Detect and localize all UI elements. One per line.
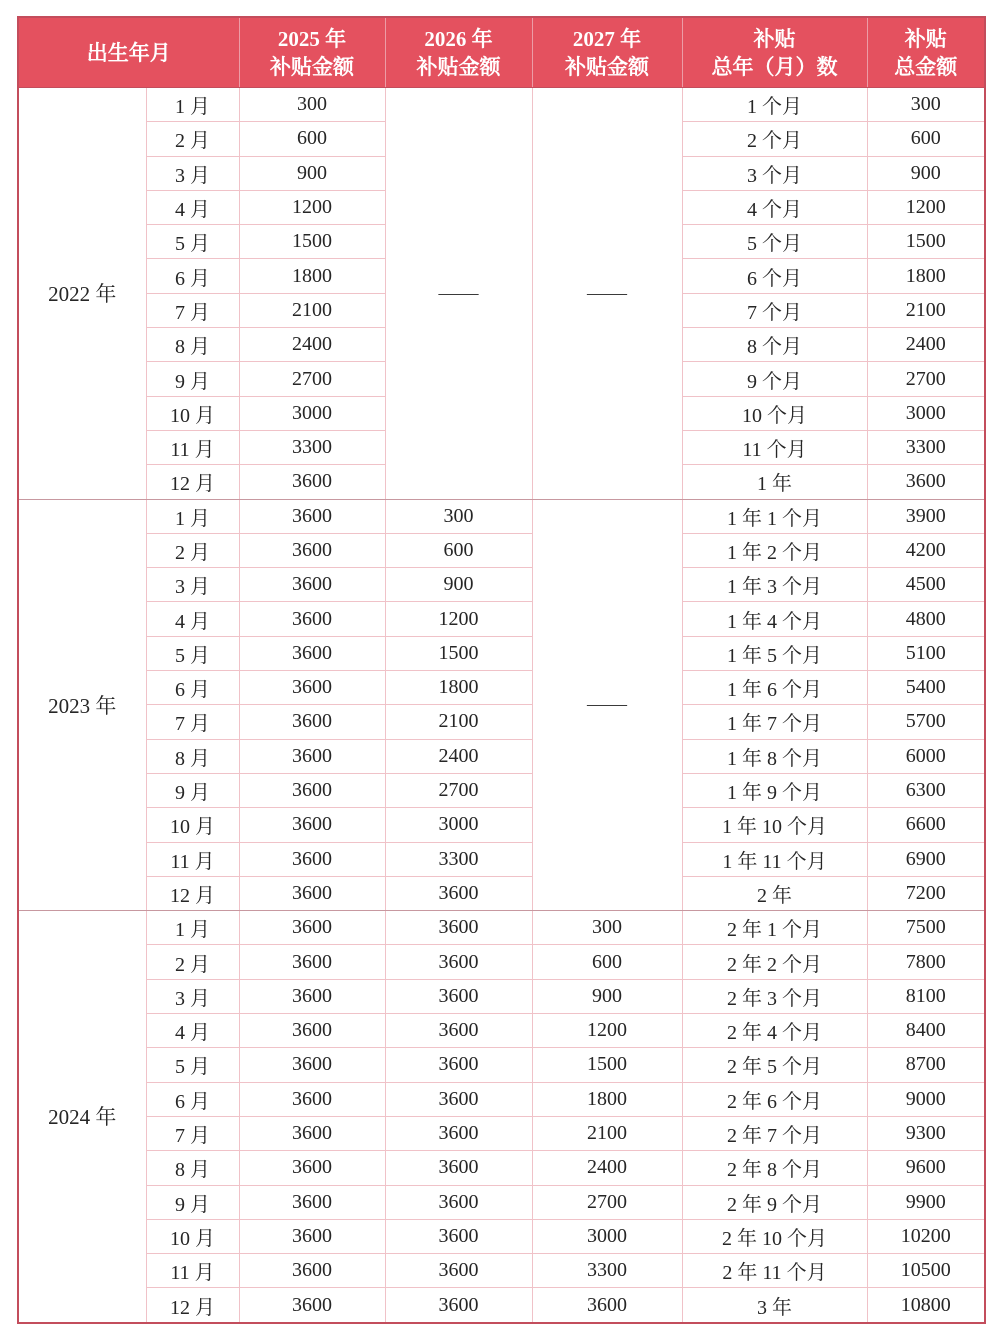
table-row bbox=[18, 1082, 985, 1116]
header-2026-line1: 2026 年 bbox=[424, 26, 493, 51]
total-amount-cell: 300 bbox=[867, 88, 985, 122]
amount-2025-cell: 3600 bbox=[239, 979, 385, 1013]
table-row bbox=[18, 1185, 985, 1219]
header-2026-line2: 补贴金额 bbox=[416, 54, 501, 79]
total-amount-cell: 6600 bbox=[867, 808, 985, 842]
birth-month-cell: 9 月 bbox=[146, 362, 239, 396]
total-amount-cell: 8700 bbox=[867, 1048, 985, 1082]
amount-2025-cell: 3600 bbox=[239, 945, 385, 979]
amount-2026-merged-dash-cell: —— bbox=[385, 88, 532, 500]
amount-2025-cell: 3600 bbox=[239, 876, 385, 910]
amount-2025-cell: 3600 bbox=[239, 1116, 385, 1150]
total-amount-cell: 600 bbox=[867, 122, 985, 156]
table-row bbox=[18, 1014, 985, 1048]
amount-2027-cell: 3000 bbox=[532, 1219, 682, 1253]
amount-2025-cell: 3600 bbox=[239, 499, 385, 533]
table-row bbox=[18, 1116, 985, 1150]
total-duration-cell: 2 年 3 个月 bbox=[682, 979, 867, 1013]
total-amount-cell: 6000 bbox=[867, 739, 985, 773]
amount-2027-cell: 2400 bbox=[532, 1151, 682, 1185]
amount-2025-cell: 1800 bbox=[239, 259, 385, 293]
amount-2025-cell: 300 bbox=[239, 88, 385, 122]
total-duration-cell: 10 个月 bbox=[682, 396, 867, 430]
birth-month-cell: 11 月 bbox=[146, 1254, 239, 1288]
total-duration-cell: 2 年 5 个月 bbox=[682, 1048, 867, 1082]
table-row bbox=[18, 602, 985, 636]
table-row bbox=[18, 911, 985, 945]
total-duration-cell: 9 个月 bbox=[682, 362, 867, 396]
amount-2027-cell: 300 bbox=[532, 911, 682, 945]
total-duration-cell: 1 年 2 个月 bbox=[682, 533, 867, 567]
amount-2025-cell: 3600 bbox=[239, 1048, 385, 1082]
amount-2025-cell: 900 bbox=[239, 156, 385, 190]
total-amount-cell: 3600 bbox=[867, 465, 985, 499]
amount-2026-cell: 300 bbox=[385, 499, 532, 533]
header-2027-amount bbox=[532, 17, 682, 88]
total-duration-cell: 2 年 9 个月 bbox=[682, 1185, 867, 1219]
header-total-duration bbox=[682, 17, 867, 88]
total-duration-cell: 1 年 8 个月 bbox=[682, 739, 867, 773]
birth-month-cell: 8 月 bbox=[146, 1151, 239, 1185]
birth-month-cell: 12 月 bbox=[146, 1288, 239, 1323]
birth-month-cell: 10 月 bbox=[146, 1219, 239, 1253]
amount-2027-cell: 900 bbox=[532, 979, 682, 1013]
birth-month-cell: 6 月 bbox=[146, 259, 239, 293]
amount-2025-cell: 3600 bbox=[239, 602, 385, 636]
amount-2026-cell: 900 bbox=[385, 568, 532, 602]
total-duration-cell: 1 年 7 个月 bbox=[682, 705, 867, 739]
amount-2025-cell: 3600 bbox=[239, 705, 385, 739]
amount-2025-cell: 3600 bbox=[239, 1219, 385, 1253]
birth-month-cell: 6 月 bbox=[146, 671, 239, 705]
amount-2025-cell: 3600 bbox=[239, 533, 385, 567]
total-duration-cell: 2 年 4 个月 bbox=[682, 1014, 867, 1048]
birth-month-cell: 9 月 bbox=[146, 1185, 239, 1219]
table-row bbox=[18, 88, 985, 122]
total-amount-cell: 3900 bbox=[867, 499, 985, 533]
header-total-duration-line1: 补贴 bbox=[753, 26, 796, 51]
total-amount-cell: 5100 bbox=[867, 636, 985, 670]
total-amount-cell: 9000 bbox=[867, 1082, 985, 1116]
table-body bbox=[18, 88, 985, 1323]
total-amount-cell: 2100 bbox=[867, 293, 985, 327]
birth-month-cell: 1 月 bbox=[146, 499, 239, 533]
birth-month-cell: 2 月 bbox=[146, 533, 239, 567]
total-duration-cell: 2 年 10 个月 bbox=[682, 1219, 867, 1253]
total-duration-cell: 1 年 bbox=[682, 465, 867, 499]
amount-2026-cell: 3300 bbox=[385, 842, 532, 876]
amount-2026-cell: 3600 bbox=[385, 1219, 532, 1253]
amount-2025-cell: 600 bbox=[239, 122, 385, 156]
total-duration-cell: 2 年 11 个月 bbox=[682, 1254, 867, 1288]
amount-2026-cell: 3600 bbox=[385, 876, 532, 910]
birth-month-cell: 8 月 bbox=[146, 739, 239, 773]
amount-2027-cell: 1800 bbox=[532, 1082, 682, 1116]
total-duration-cell: 2 年 bbox=[682, 876, 867, 910]
total-amount-cell: 8100 bbox=[867, 979, 985, 1013]
table-row bbox=[18, 876, 985, 910]
header-2027-line1: 2027 年 bbox=[572, 26, 642, 51]
total-amount-cell: 4200 bbox=[867, 533, 985, 567]
amount-2027-cell: 1200 bbox=[532, 1014, 682, 1048]
total-duration-cell: 4 个月 bbox=[682, 190, 867, 224]
amount-2025-cell: 3600 bbox=[239, 1014, 385, 1048]
amount-2026-cell: 3600 bbox=[385, 1254, 532, 1288]
amount-2025-cell: 3600 bbox=[239, 773, 385, 807]
table-row bbox=[18, 636, 985, 670]
birth-year-cell: 2023 年 bbox=[18, 499, 146, 911]
total-duration-cell: 1 年 4 个月 bbox=[682, 602, 867, 636]
total-duration-cell: 1 年 3 个月 bbox=[682, 568, 867, 602]
table-row bbox=[18, 945, 985, 979]
amount-2027-merged-dash-cell: —— bbox=[532, 88, 682, 500]
table-row bbox=[18, 1048, 985, 1082]
table-row bbox=[18, 671, 985, 705]
amount-2027-cell: 3300 bbox=[532, 1254, 682, 1288]
birth-month-cell: 10 月 bbox=[146, 808, 239, 842]
subsidy-table bbox=[17, 16, 986, 1324]
birth-month-cell: 3 月 bbox=[146, 979, 239, 1013]
total-amount-cell: 4800 bbox=[867, 602, 985, 636]
birth-month-cell: 4 月 bbox=[146, 602, 239, 636]
table-row bbox=[18, 1254, 985, 1288]
total-amount-cell: 6900 bbox=[867, 842, 985, 876]
header-birth-date-label: 出生年月 bbox=[86, 40, 171, 65]
birth-month-cell: 10 月 bbox=[146, 396, 239, 430]
amount-2025-cell: 3600 bbox=[239, 911, 385, 945]
total-amount-cell: 10200 bbox=[867, 1219, 985, 1253]
header-2026-amount bbox=[385, 17, 532, 88]
total-duration-cell: 1 年 9 个月 bbox=[682, 773, 867, 807]
total-amount-cell: 9300 bbox=[867, 1116, 985, 1150]
amount-2027-cell: 2100 bbox=[532, 1116, 682, 1150]
total-amount-cell: 1800 bbox=[867, 259, 985, 293]
table-header bbox=[18, 17, 985, 88]
table-row bbox=[18, 1219, 985, 1253]
total-amount-cell: 3300 bbox=[867, 430, 985, 464]
amount-2027-merged-dash-cell: —— bbox=[532, 499, 682, 911]
total-duration-cell: 1 年 6 个月 bbox=[682, 671, 867, 705]
amount-2026-cell: 3600 bbox=[385, 1151, 532, 1185]
total-duration-cell: 2 个月 bbox=[682, 122, 867, 156]
amount-2025-cell: 1200 bbox=[239, 190, 385, 224]
amount-2025-cell: 3600 bbox=[239, 636, 385, 670]
amount-2026-cell: 3000 bbox=[385, 808, 532, 842]
table-row bbox=[18, 568, 985, 602]
amount-2026-cell: 3600 bbox=[385, 1185, 532, 1219]
amount-2026-cell: 3600 bbox=[385, 979, 532, 1013]
birth-month-cell: 8 月 bbox=[146, 328, 239, 362]
amount-2025-cell: 3600 bbox=[239, 1185, 385, 1219]
total-duration-cell: 3 年 bbox=[682, 1288, 867, 1323]
total-amount-cell: 9900 bbox=[867, 1185, 985, 1219]
amount-2025-cell: 3600 bbox=[239, 1151, 385, 1185]
table-row bbox=[18, 705, 985, 739]
birth-month-cell: 3 月 bbox=[146, 156, 239, 190]
amount-2026-cell: 2400 bbox=[385, 739, 532, 773]
amount-2025-cell: 3600 bbox=[239, 808, 385, 842]
birth-month-cell: 4 月 bbox=[146, 190, 239, 224]
birth-month-cell: 9 月 bbox=[146, 773, 239, 807]
birth-month-cell: 7 月 bbox=[146, 705, 239, 739]
amount-2025-cell: 3300 bbox=[239, 430, 385, 464]
amount-2025-cell: 3600 bbox=[239, 739, 385, 773]
birth-month-cell: 12 月 bbox=[146, 876, 239, 910]
amount-2026-cell: 2100 bbox=[385, 705, 532, 739]
amount-2026-cell: 1800 bbox=[385, 671, 532, 705]
amount-2025-cell: 3600 bbox=[239, 465, 385, 499]
total-duration-cell: 2 年 1 个月 bbox=[682, 911, 867, 945]
amount-2027-cell: 1500 bbox=[532, 1048, 682, 1082]
total-amount-cell: 6300 bbox=[867, 773, 985, 807]
total-duration-cell: 2 年 2 个月 bbox=[682, 945, 867, 979]
amount-2025-cell: 2100 bbox=[239, 293, 385, 327]
header-row bbox=[18, 17, 985, 88]
amount-2025-cell: 2700 bbox=[239, 362, 385, 396]
total-amount-cell: 7200 bbox=[867, 876, 985, 910]
amount-2025-cell: 3600 bbox=[239, 1254, 385, 1288]
amount-2026-cell: 3600 bbox=[385, 1116, 532, 1150]
amount-2026-cell: 3600 bbox=[385, 945, 532, 979]
amount-2025-cell: 2400 bbox=[239, 328, 385, 362]
birth-month-cell: 11 月 bbox=[146, 430, 239, 464]
birth-month-cell: 1 月 bbox=[146, 911, 239, 945]
amount-2025-cell: 3600 bbox=[239, 1082, 385, 1116]
birth-month-cell: 3 月 bbox=[146, 568, 239, 602]
total-duration-cell: 1 年 5 个月 bbox=[682, 636, 867, 670]
amount-2026-cell: 1500 bbox=[385, 636, 532, 670]
birth-month-cell: 7 月 bbox=[146, 293, 239, 327]
total-amount-cell: 2700 bbox=[867, 362, 985, 396]
birth-month-cell: 7 月 bbox=[146, 1116, 239, 1150]
total-duration-cell: 2 年 8 个月 bbox=[682, 1151, 867, 1185]
table-row bbox=[18, 842, 985, 876]
total-duration-cell: 1 年 11 个月 bbox=[682, 842, 867, 876]
header-total-amount-line1: 补贴 bbox=[904, 26, 947, 51]
total-duration-cell: 7 个月 bbox=[682, 293, 867, 327]
birth-month-cell: 2 月 bbox=[146, 122, 239, 156]
total-duration-cell: 1 个月 bbox=[682, 88, 867, 122]
total-amount-cell: 2400 bbox=[867, 328, 985, 362]
amount-2027-cell: 3600 bbox=[532, 1288, 682, 1323]
total-amount-cell: 8400 bbox=[867, 1014, 985, 1048]
birth-month-cell: 5 月 bbox=[146, 1048, 239, 1082]
table-row bbox=[18, 773, 985, 807]
total-duration-cell: 1 年 10 个月 bbox=[682, 808, 867, 842]
birth-month-cell: 6 月 bbox=[146, 1082, 239, 1116]
amount-2026-cell: 3600 bbox=[385, 1014, 532, 1048]
table-row bbox=[18, 499, 985, 533]
header-total-duration-line2: 总年（月）数 bbox=[711, 54, 838, 79]
total-duration-cell: 2 年 7 个月 bbox=[682, 1116, 867, 1150]
amount-2025-cell: 3600 bbox=[239, 568, 385, 602]
birth-month-cell: 1 月 bbox=[146, 88, 239, 122]
birth-month-cell: 5 月 bbox=[146, 636, 239, 670]
amount-2025-cell: 3600 bbox=[239, 671, 385, 705]
amount-2026-cell: 3600 bbox=[385, 1288, 532, 1323]
total-duration-cell: 11 个月 bbox=[682, 430, 867, 464]
header-2025-amount bbox=[239, 17, 385, 88]
table-row bbox=[18, 979, 985, 1013]
amount-2027-cell: 600 bbox=[532, 945, 682, 979]
total-amount-cell: 10800 bbox=[867, 1288, 985, 1323]
total-amount-cell: 7500 bbox=[867, 911, 985, 945]
amount-2026-cell: 3600 bbox=[385, 1048, 532, 1082]
total-duration-cell: 8 个月 bbox=[682, 328, 867, 362]
birth-month-cell: 11 月 bbox=[146, 842, 239, 876]
total-amount-cell: 7800 bbox=[867, 945, 985, 979]
header-2025-line1: 2025 年 bbox=[277, 26, 347, 51]
amount-2025-cell: 3600 bbox=[239, 1288, 385, 1323]
header-total-amount-line2: 总金额 bbox=[894, 54, 958, 79]
birth-month-cell: 5 月 bbox=[146, 225, 239, 259]
amount-2026-cell: 2700 bbox=[385, 773, 532, 807]
amount-2025-cell: 1500 bbox=[239, 225, 385, 259]
table-row bbox=[18, 739, 985, 773]
amount-2027-cell: 2700 bbox=[532, 1185, 682, 1219]
total-amount-cell: 9600 bbox=[867, 1151, 985, 1185]
table-row bbox=[18, 533, 985, 567]
header-2027-line2: 补贴金额 bbox=[565, 54, 649, 79]
birth-month-cell: 12 月 bbox=[146, 465, 239, 499]
total-duration-cell: 1 年 1 个月 bbox=[682, 499, 867, 533]
header-total-amount bbox=[867, 17, 985, 88]
table-row bbox=[18, 1288, 985, 1323]
birth-year-cell: 2024 年 bbox=[18, 911, 146, 1323]
amount-2026-cell: 3600 bbox=[385, 911, 532, 945]
header-birth-date bbox=[18, 17, 239, 88]
table-row bbox=[18, 1151, 985, 1185]
total-amount-cell: 10500 bbox=[867, 1254, 985, 1288]
total-amount-cell: 1200 bbox=[867, 190, 985, 224]
total-duration-cell: 3 个月 bbox=[682, 156, 867, 190]
header-2025-line2: 补贴金额 bbox=[270, 54, 354, 79]
birth-year-cell: 2022 年 bbox=[18, 88, 146, 500]
total-amount-cell: 5700 bbox=[867, 705, 985, 739]
total-duration-cell: 2 年 6 个月 bbox=[682, 1082, 867, 1116]
total-duration-cell: 5 个月 bbox=[682, 225, 867, 259]
total-amount-cell: 3000 bbox=[867, 396, 985, 430]
amount-2026-cell: 3600 bbox=[385, 1082, 532, 1116]
total-duration-cell: 6 个月 bbox=[682, 259, 867, 293]
total-amount-cell: 900 bbox=[867, 156, 985, 190]
total-amount-cell: 4500 bbox=[867, 568, 985, 602]
birth-month-cell: 2 月 bbox=[146, 945, 239, 979]
amount-2026-cell: 1200 bbox=[385, 602, 532, 636]
amount-2025-cell: 3000 bbox=[239, 396, 385, 430]
amount-2025-cell: 3600 bbox=[239, 842, 385, 876]
total-amount-cell: 5400 bbox=[867, 671, 985, 705]
birth-month-cell: 4 月 bbox=[146, 1014, 239, 1048]
amount-2026-cell: 600 bbox=[385, 533, 532, 567]
table-row bbox=[18, 808, 985, 842]
total-amount-cell: 1500 bbox=[867, 225, 985, 259]
